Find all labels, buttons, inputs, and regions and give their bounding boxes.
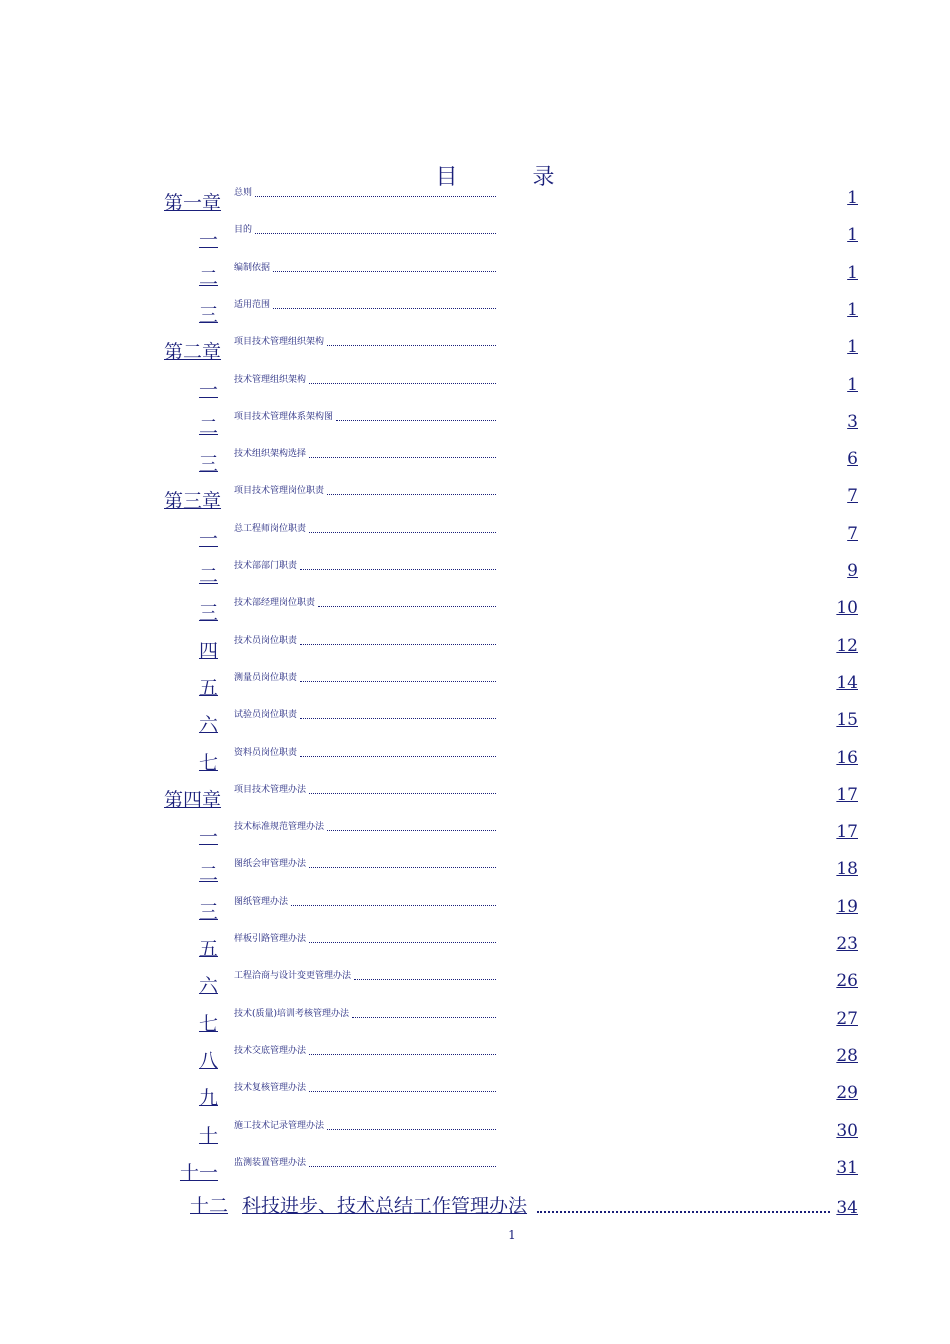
- toc-entry-page[interactable]: 18: [836, 859, 858, 879]
- toc-entry-label-wrap[interactable]: [234, 783, 496, 796]
- toc-entry-label-wrap[interactable]: [234, 186, 496, 199]
- toc-entry-number[interactable]: 十二: [190, 1195, 229, 1217]
- toc-entry-label[interactable]: 图纸管理办法: [234, 897, 289, 907]
- toc-entry-page[interactable]: 1: [847, 263, 858, 283]
- toc-dot-leader: [537, 1211, 830, 1213]
- toc-dot-leader: [327, 1128, 496, 1130]
- toc-dot-leader: [354, 978, 496, 980]
- toc-entry-page[interactable]: 19: [836, 897, 858, 917]
- toc-entry-label-wrap[interactable]: [234, 1044, 496, 1057]
- toc-entry-label[interactable]: 工程洽商与设计变更管理办法: [234, 971, 352, 981]
- toc-entry-label-wrap[interactable]: [234, 932, 496, 945]
- toc-entry-label[interactable]: 总工程师岗位职责: [234, 524, 307, 534]
- toc-entry[interactable]: [0, 1119, 950, 1149]
- toc-section-number[interactable]: 六: [198, 714, 218, 736]
- toc-entry-label-wrap[interactable]: [234, 634, 496, 647]
- toc-entry[interactable]: [0, 783, 950, 813]
- toc-section-number[interactable]: 一: [198, 229, 218, 251]
- toc-entry-page[interactable]: 26: [836, 971, 858, 991]
- toc-entry-label-wrap[interactable]: [234, 969, 496, 982]
- toc-entry-label[interactable]: 技术部经理岗位职责: [234, 598, 316, 608]
- toc-entry-label[interactable]: 目的: [234, 225, 253, 235]
- toc-entry-label-wrap[interactable]: [234, 298, 496, 311]
- toc-entry-page[interactable]: 9: [847, 561, 858, 581]
- toc-dot-leader: [327, 493, 496, 495]
- toc-entry-page[interactable]: 10: [836, 598, 858, 618]
- toc-dot-leader: [273, 270, 496, 272]
- toc-entry-page[interactable]: 15: [836, 710, 858, 730]
- toc-entry-label-wrap[interactable]: [234, 746, 496, 759]
- toc-entry[interactable]: [0, 746, 950, 776]
- toc-entry[interactable]: [0, 559, 950, 589]
- toc-entry-label-wrap[interactable]: [234, 596, 496, 609]
- toc-entry-label-wrap[interactable]: [234, 559, 496, 572]
- toc-dot-leader: [309, 792, 496, 794]
- toc-entry-page[interactable]: 1: [847, 188, 858, 208]
- toc-entry[interactable]: [0, 484, 950, 514]
- toc-entry-label[interactable]: 技术部部门职责: [234, 561, 298, 571]
- toc-entry[interactable]: [0, 1007, 950, 1037]
- toc-entry-label[interactable]: 技术标准规范管理办法: [234, 822, 325, 832]
- toc-entry[interactable]: [0, 932, 950, 962]
- toc-entry-label-wrap[interactable]: [234, 447, 496, 460]
- toc-entry-label-wrap[interactable]: [234, 484, 496, 497]
- toc-entry-label[interactable]: 总则: [234, 188, 253, 198]
- toc-entry-page[interactable]: 28: [836, 1046, 858, 1066]
- toc-entry-page[interactable]: 27: [836, 1009, 858, 1029]
- toc-entry[interactable]: [0, 1081, 950, 1111]
- toc-section-number[interactable]: 三: [198, 901, 218, 923]
- toc-entry[interactable]: [0, 261, 950, 291]
- toc-section-number[interactable]: 八: [198, 1050, 218, 1072]
- toc-entry-label-wrap[interactable]: [234, 1156, 496, 1169]
- toc-entry-label-wrap[interactable]: [234, 708, 496, 721]
- toc-section-number[interactable]: 二: [198, 565, 218, 587]
- toc-dot-leader: [309, 1090, 496, 1092]
- toc-entry[interactable]: [0, 186, 950, 216]
- toc-dot-leader: [309, 1053, 496, 1055]
- toc-entry-label[interactable]: 项目技术管理岗位职责: [234, 486, 325, 496]
- toc-section-number[interactable]: 五: [198, 677, 218, 699]
- toc-dot-leader: [255, 232, 496, 234]
- toc-entry[interactable]: [0, 708, 950, 738]
- toc-entry-label-wrap[interactable]: [234, 261, 496, 274]
- toc-entry-label-wrap[interactable]: [234, 895, 496, 908]
- toc-dot-leader: [300, 680, 496, 682]
- toc-entry-label-wrap[interactable]: [234, 671, 496, 684]
- toc-entry[interactable]: [0, 895, 950, 925]
- toc-dot-leader: [291, 904, 496, 906]
- toc-entry-label[interactable]: 技术员岗位职责: [234, 636, 298, 646]
- toc-entry-label-wrap[interactable]: [234, 223, 496, 236]
- toc-entry-label[interactable]: 编制依据: [234, 263, 271, 273]
- toc-entry-label[interactable]: 技术交底管理办法: [234, 1046, 307, 1056]
- toc-entry-page[interactable]: 16: [836, 748, 858, 768]
- toc-entry-label-wrap[interactable]: [234, 1119, 496, 1132]
- toc-entry-page[interactable]: 1: [847, 225, 858, 245]
- toc-section-number[interactable]: 九: [198, 1087, 218, 1109]
- toc-section-number[interactable]: 二: [198, 267, 218, 289]
- toc-dot-leader: [327, 829, 496, 831]
- toc-entry[interactable]: [0, 1156, 950, 1186]
- toc-entry-page[interactable]: 3: [847, 412, 858, 432]
- toc-entry[interactable]: [0, 373, 950, 403]
- toc-section-number[interactable]: 六: [198, 975, 218, 997]
- toc-dot-leader: [300, 568, 496, 570]
- toc-entry[interactable]: [0, 335, 950, 365]
- toc-entry-last[interactable]: [190, 1190, 858, 1218]
- toc-section-number[interactable]: 十: [198, 1125, 218, 1147]
- toc-entry-page[interactable]: 17: [836, 785, 858, 805]
- toc-dot-leader: [255, 195, 496, 197]
- toc-entry-label-wrap[interactable]: [234, 820, 496, 833]
- toc-section-number[interactable]: 七: [198, 1013, 218, 1035]
- toc-dot-leader: [309, 456, 496, 458]
- toc-dot-leader: [318, 605, 496, 607]
- toc-section-number[interactable]: 一: [198, 826, 218, 848]
- toc-entry-label[interactable]: 测量员岗位职责: [234, 673, 298, 683]
- toc-entry-label[interactable]: 资料员岗位职责: [234, 748, 298, 758]
- toc-chapter-number[interactable]: 第二章: [164, 341, 222, 363]
- toc-entry[interactable]: [0, 522, 950, 552]
- toc-entry[interactable]: [0, 671, 950, 701]
- toc-entry-label-wrap[interactable]: [234, 857, 496, 870]
- toc-entry-page[interactable]: 14: [836, 673, 858, 693]
- toc-entry-page[interactable]: 1: [847, 375, 858, 395]
- toc-section-number[interactable]: 三: [198, 453, 218, 475]
- toc-entry-label[interactable]: 科技进步、技术总结工作管理办法: [242, 1195, 528, 1217]
- toc-dot-leader: [309, 866, 496, 868]
- toc-entry-page[interactable]: 7: [847, 486, 858, 506]
- toc-chapter-number[interactable]: 第三章: [164, 490, 222, 512]
- toc-section-number[interactable]: 七: [198, 752, 218, 774]
- toc-dot-leader: [300, 755, 496, 757]
- toc-entry-label-wrap[interactable]: [234, 1081, 496, 1094]
- toc-entry[interactable]: [0, 820, 950, 850]
- toc-entry[interactable]: [0, 298, 950, 328]
- toc-section-number[interactable]: 三: [198, 304, 218, 326]
- toc-section-number[interactable]: 一: [198, 528, 218, 550]
- toc-dot-leader: [352, 1016, 496, 1018]
- toc-dot-leader: [309, 1165, 496, 1167]
- toc-entry[interactable]: [0, 596, 950, 626]
- toc-entry-label[interactable]: 技术组织架构选择: [234, 449, 307, 459]
- toc-entry-label-wrap[interactable]: [234, 373, 496, 386]
- toc-dot-leader: [300, 643, 496, 645]
- toc-entry[interactable]: [0, 969, 950, 999]
- page-number: 1: [508, 1228, 516, 1242]
- toc-entry-page[interactable]: 34: [836, 1198, 858, 1218]
- toc-entry-page[interactable]: 30: [836, 1121, 858, 1141]
- toc-section-number[interactable]: 一: [198, 379, 218, 401]
- toc-entry-page[interactable]: 12: [836, 636, 858, 656]
- toc-entry-page[interactable]: 7: [847, 524, 858, 544]
- toc-dot-leader: [309, 531, 496, 533]
- toc-entry[interactable]: [0, 410, 950, 440]
- toc-entry[interactable]: [0, 634, 950, 664]
- toc-entry-label-wrap[interactable]: [234, 410, 496, 423]
- toc-dot-leader: [336, 419, 496, 421]
- toc-entry-label[interactable]: 试验员岗位职责: [234, 710, 298, 720]
- toc-entry-label[interactable]: 项目技术管理组织架构: [234, 337, 325, 347]
- toc-entry-page[interactable]: 6: [847, 449, 858, 469]
- toc-dot-leader: [309, 382, 496, 384]
- toc-entry-label[interactable]: 监测装置管理办法: [234, 1158, 307, 1168]
- toc-entry-label-wrap[interactable]: [234, 522, 496, 535]
- toc-dot-leader: [273, 307, 496, 309]
- toc-dot-leader: [327, 344, 496, 346]
- toc-chapter-number[interactable]: 第四章: [164, 789, 222, 811]
- toc-entry-label[interactable]: 技术复核管理办法: [234, 1083, 307, 1093]
- toc-section-number[interactable]: 四: [198, 640, 218, 662]
- toc-entry-page[interactable]: 1: [847, 337, 858, 357]
- toc-entry-label-wrap[interactable]: [234, 335, 496, 348]
- toc-entry[interactable]: [0, 857, 950, 887]
- toc-entry-page[interactable]: 31: [836, 1158, 858, 1178]
- toc-entry[interactable]: [0, 447, 950, 477]
- toc-entry-label[interactable]: 技术(质量)培训考核管理办法: [234, 1009, 350, 1019]
- toc-entry-label-wrap[interactable]: [234, 1007, 496, 1020]
- toc-section-number[interactable]: 二: [198, 863, 218, 885]
- toc-entry[interactable]: [0, 1044, 950, 1074]
- toc-entry-label[interactable]: 项目技术管理办法: [234, 785, 307, 795]
- toc-section-number[interactable]: 三: [198, 602, 218, 624]
- toc-entry-page[interactable]: 23: [836, 934, 858, 954]
- toc-entry-label[interactable]: 样板引路管理办法: [234, 934, 307, 944]
- toc-entry-page[interactable]: 17: [836, 822, 858, 842]
- toc-entry-page[interactable]: 1: [847, 300, 858, 320]
- toc-entry-label[interactable]: 项目技术管理体系架构图: [234, 412, 334, 422]
- toc-entry-label[interactable]: 技术管理组织架构: [234, 375, 307, 385]
- toc-section-number[interactable]: 十一: [179, 1162, 218, 1184]
- toc-entry-label[interactable]: 适用范围: [234, 300, 271, 310]
- toc-dot-leader: [309, 941, 496, 943]
- toc-title: 目 录: [435, 165, 589, 190]
- toc-section-number[interactable]: 二: [198, 416, 218, 438]
- toc-entry-label[interactable]: 图纸会审管理办法: [234, 859, 307, 869]
- toc-entry-label[interactable]: 施工技术记录管理办法: [234, 1121, 325, 1131]
- toc-dot-leader: [300, 717, 496, 719]
- toc-entry-page[interactable]: 29: [836, 1083, 858, 1103]
- toc-entry[interactable]: [0, 223, 950, 253]
- toc-chapter-number[interactable]: 第一章: [164, 192, 222, 214]
- toc-section-number[interactable]: 五: [198, 938, 218, 960]
